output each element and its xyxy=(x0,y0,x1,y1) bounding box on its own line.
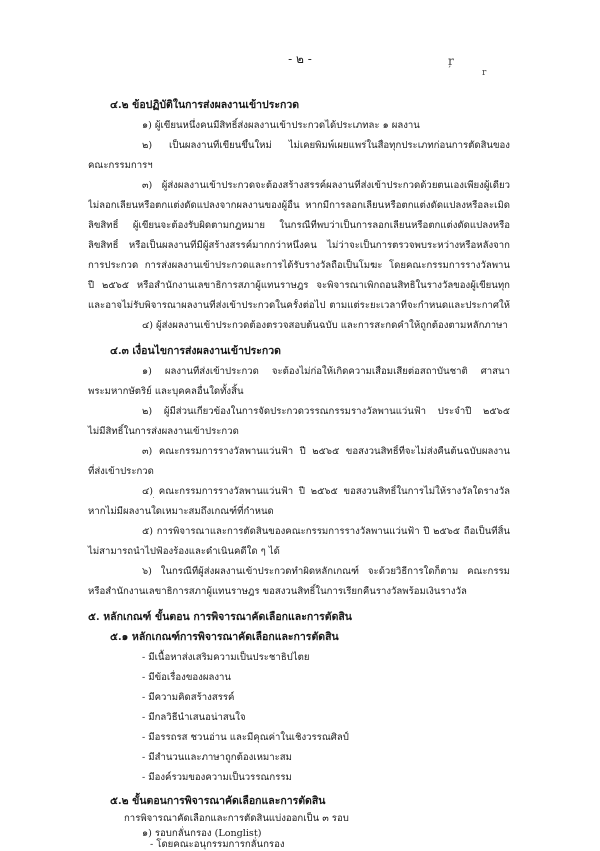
text-line: หรือสำนักงานเลขาธิการสภาผู้แทนราษฎร ขอสงวนสิทธิ์ในการเรียกคืนรางวัลพร้อมเงินรางวัล xyxy=(88,586,467,597)
text-line: พระมหากษัตริย์ และบุคคลอื่นใดทั้งสิ้น xyxy=(88,386,244,397)
section-heading-5-2: ๕.๒ ขั้นตอนการพิจารณาคัดเลือกและการตัดสิน xyxy=(110,795,326,807)
corner-mark: r xyxy=(482,68,487,78)
text-line: ๕) การพิจารณาและการตัดสินของคณะกรรมการรางวัลพานแว่นฟ้า ปี ๒๕๖๕ ถือเป็นที่สิ้น xyxy=(142,526,510,537)
text-line: ลิขสิทธิ์ ผู้เขียนจะต้องรับผิดตามกฎหมาย ในกรณีที่พบว่าเป็นการลอกเลียนหรือตกแต่งดัดแปลงหรือ xyxy=(88,220,510,231)
criteria-item: - มีองค์รวมของความเป็นวรรณกรรม xyxy=(142,772,292,783)
section-heading-5: ๕. หลักเกณฑ์ ขั้นตอน การพิจารณาคัดเลือกและการตัดสิน xyxy=(88,611,352,623)
page-number: - ๒ - xyxy=(288,52,312,66)
text-line: ๔) คณะกรรมการรางวัลพานแว่นฟ้า ปี ๒๕๖๕ ขอสงวนสิทธิ์ในการไม่ให้รางวัลใดรางวัล xyxy=(142,486,510,497)
text-line: ๒) เป็นผลงานที่เขียนขึ้นใหม่ ไม่เคยพิมพ์เผยแพร่ในสื่อทุกประเภทก่อนการตัดสินของ xyxy=(142,140,510,151)
text-line: ๔) ผู้ส่งผลงานเข้าประกวดต้องตรวจสอบต้นฉบับ และการสะกดคำให้ถูกต้องตามหลักภาษา xyxy=(142,320,508,331)
text-line: และอาจไม่รับพิจารณาผลงานที่ส่งเข้าประกวดในครั้งต่อไป ตามแต่ระยะเวลาที่จะกำหนดและประกาศให้ xyxy=(88,300,510,311)
section-heading-5-1: ๕.๑ หลักเกณฑ์การพิจารณาคัดเลือกและการตัดสิน xyxy=(110,631,339,643)
criteria-item: - มีสำนวนและภาษาถูกต้องเหมาะสม xyxy=(142,752,292,763)
text-line: ปี ๒๕๖๕ หรือสำนักงานเลขาธิการสภาผู้แทนราษฎร จะพิจารณาเพิกถอนสิทธิในรางวัลของผู้เขียนทุก xyxy=(88,280,510,291)
section-heading-4-3: ๔.๓ เงื่อนไขการส่งผลงานเข้าประกวด xyxy=(110,345,281,357)
text-line: ไม่มีสิทธิ์ในการส่งผลงานเข้าประกวด xyxy=(88,426,239,437)
text-line: คณะกรรมการฯ xyxy=(88,160,153,171)
corner-mark: ŗ xyxy=(448,54,454,68)
criteria-item: - มีเนื้อหาส่งเสริมความเป็นประชาธิปไตย xyxy=(142,652,310,663)
text-line: การพิจารณาคัดเลือกและการตัดสินแบ่งออกเป็น ๓ รอบ xyxy=(124,813,349,824)
text-line: ไม่สามารถนำไปฟ้องร้องและดำเนินคดีใด ๆ ได้ xyxy=(88,546,280,557)
text-line: หากไม่มีผลงานใดเหมาะสมถึงเกณฑ์ที่กำหนด xyxy=(88,506,274,517)
text-line: ๓) คณะกรรมการรางวัลพานแว่นฟ้า ปี ๒๕๖๕ ขอสงวนสิทธิ์ที่จะไม่ส่งคืนต้นฉบับผลงาน xyxy=(142,446,510,457)
text-line: ๓) ผู้ส่งผลงานเข้าประกวดจะต้องสร้างสรรค์ผลงานที่ส่งเข้าประกวดด้วยตนเองเพียงผู้เดียว xyxy=(142,180,510,191)
section-heading-4-2: ๔.๒ ข้อปฏิบัติในการส่งผลงานเข้าประกวด xyxy=(110,99,300,111)
text-line: ที่ส่งเข้าประกวด xyxy=(88,466,154,477)
criteria-item: - มีกลวิธีนำเสนอน่าสนใจ xyxy=(142,712,246,723)
text-line: ไม่ลอกเลียนหรือตกแต่งดัดแปลงจากผลงานของผู้อื่น หากมีการลอกเลียนหรือตกแต่งดัดแปลงหรือละเมิด xyxy=(88,200,510,211)
text-line: ลิขสิทธิ์ หรือเป็นผลงานที่มีผู้สร้างสรรค์มากกว่าหนึ่งคน ไม่ว่าจะเป็นการตรวจพบระหว่างหรือหลังจาก xyxy=(88,240,510,251)
criteria-item: - มีอรรถรส ชวนอ่าน และมีคุณค่าในเชิงวรรณศิลป์ xyxy=(142,732,349,743)
text-line: ๑) ผู้เขียนหนึ่งคนมีสิทธิ์ส่งผลงานเข้าประกวดได้ประเภทละ ๑ ผลงาน xyxy=(142,120,420,131)
criteria-item: - มีความคิดสร้างสรรค์ xyxy=(142,692,235,703)
text-line: ๒) ผู้มีส่วนเกี่ยวข้องในการจัดประกวดวรรณกรรมรางวัลพานแว่นฟ้า ประจำปี ๒๕๖๕ xyxy=(142,406,510,417)
text-line: ๖) ในกรณีที่ผู้ส่งผลงานเข้าประกวดทำผิดหลักเกณฑ์ จะด้วยวิธีการใดก็ตาม คณะกรรม xyxy=(142,566,510,577)
text-line: การประกวด การส่งผลงานเข้าประกวดและการได้รับรางวัลถือเป็นโมฆะ โดยคณะกรรมการรางวัลพาน xyxy=(88,260,510,271)
text-line: ๑) ผลงานที่ส่งเข้าประกวด จะต้องไม่ก่อให้เกิดความเสื่อมเสียต่อสถาบันชาติ ศาสนา xyxy=(142,366,510,377)
criteria-item: - มีข้อเรื่องของผลงาน xyxy=(142,672,231,683)
text-line: ๑) รอบกลั่นกรอง (Longlist) xyxy=(142,828,262,839)
text-line: - โดยคณะอนุกรรมการกลั่นกรอง xyxy=(150,839,285,850)
